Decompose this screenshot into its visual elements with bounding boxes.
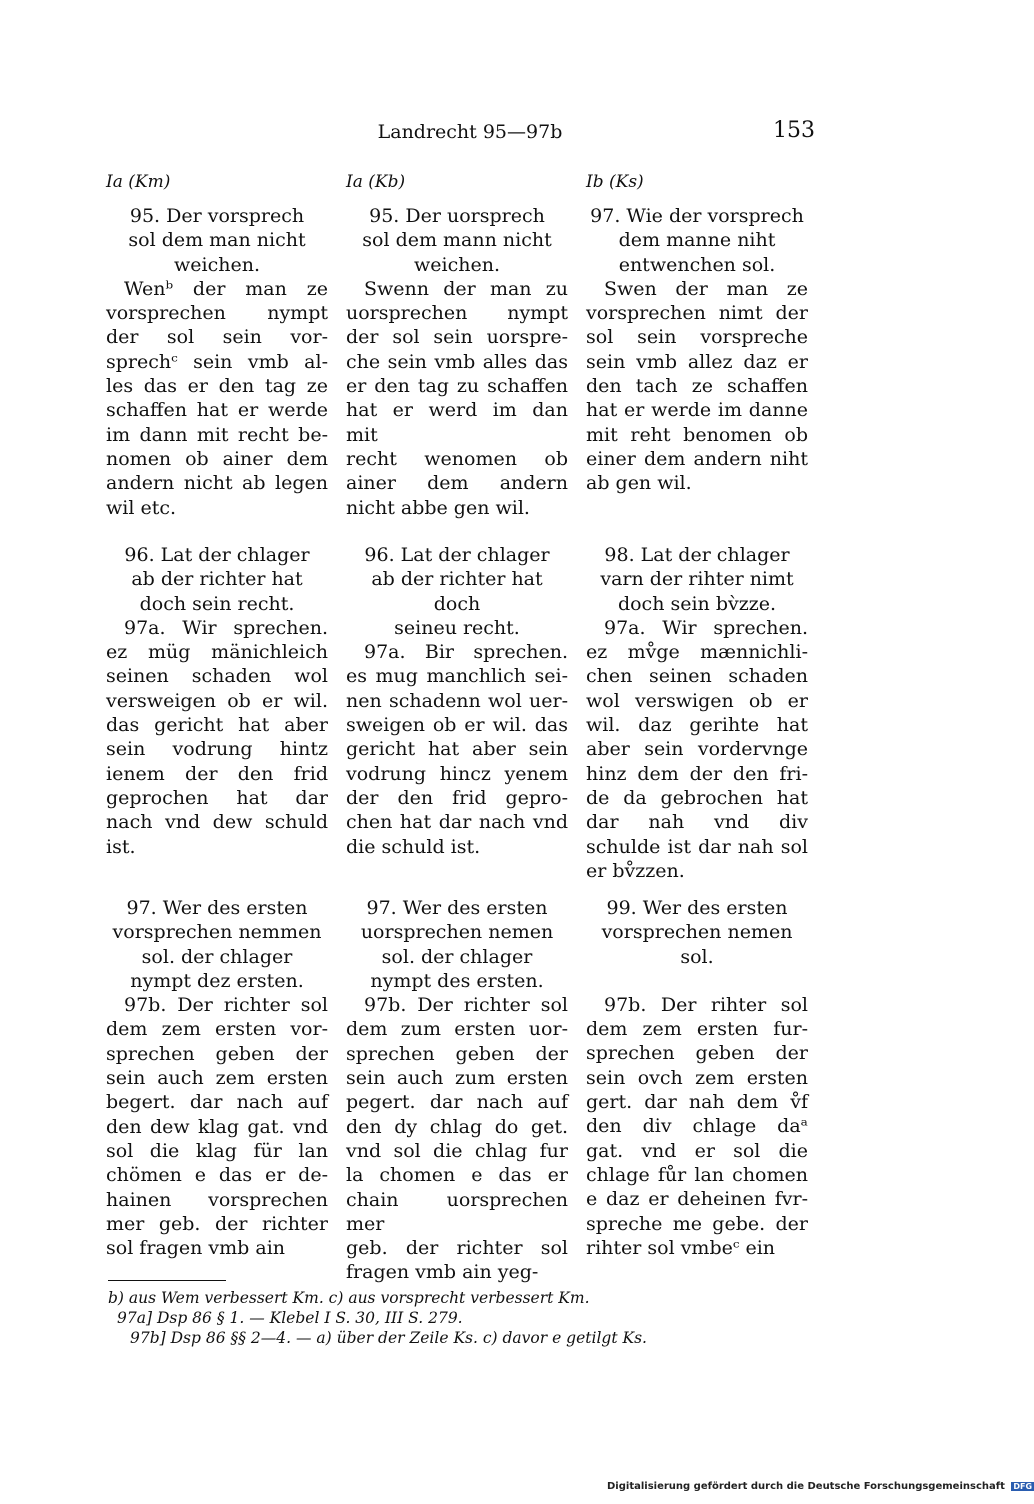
heading-line: sol dem mann nicht [362, 229, 552, 252]
body-line: 97b. Der richter sol [364, 994, 568, 1017]
footnote-line: 97a] Dsp 86 § 1. — Klebel I S. 30, III S. 279. [117, 1309, 463, 1327]
body-line: den tach ze schaffen [586, 375, 808, 398]
body-line: nomen ob ainer dem [106, 447, 328, 470]
body-line: nen schadenn wol uer- [346, 689, 568, 712]
body-line: rihter sol vmbeᶜ ein [586, 1236, 776, 1259]
body-line: hainen vorsprechen [106, 1188, 328, 1211]
article-block [106, 204, 328, 520]
article-body [346, 640, 568, 859]
body-line: seinen schaden wol [106, 665, 328, 688]
body-line: wil etc. [106, 496, 177, 519]
body-line: ab gen wil. [586, 472, 692, 495]
article-heading [106, 204, 328, 277]
body-line: recht wenomen ob [346, 447, 568, 470]
body-line: sprechen geben der [106, 1042, 328, 1065]
body-line: hat er werde im danne [586, 399, 808, 422]
body-line: Wenᵇ der man ze [124, 277, 328, 300]
heading-line: weichen. [414, 253, 500, 276]
heading-line: sol. [680, 945, 714, 968]
heading-line: sol dem man nicht [128, 229, 306, 252]
body-line: sol sein vorspreche [586, 326, 808, 349]
article-heading [346, 204, 568, 277]
body-line: vorsprechen nympt [106, 302, 328, 325]
body-line: les das er den tag ze [106, 375, 328, 398]
article-block [346, 204, 568, 520]
heading-line: sol. der chlager [381, 945, 533, 968]
body-line: chain uorsprechen mer [346, 1188, 568, 1235]
body-line: hat er werd im dan mit [346, 399, 568, 446]
body-line: er bv̊zzen. [586, 859, 685, 882]
article-heading [106, 896, 328, 993]
body-line: sein auch zem ersten [106, 1067, 328, 1090]
body-line: chömen e das er de- [106, 1164, 328, 1187]
article-heading [586, 896, 808, 969]
body-line: che sein vmb alles das [346, 350, 568, 373]
body-line: sein vmb allez daz er [586, 350, 808, 373]
body-line: das gericht hat aber [106, 714, 328, 737]
body-line: Swenn der man zu [364, 277, 568, 300]
heading-line: doch sein recht. [139, 592, 295, 615]
heading-line: weichen. [174, 253, 260, 276]
body-line: wol verswigen ob er [586, 689, 808, 712]
body-line: pegert. dar nach auf [346, 1091, 568, 1114]
article-heading [586, 543, 808, 616]
page-header-title: Landrecht 95—97b [377, 121, 563, 143]
body-line: geprochen hat dar [106, 786, 328, 809]
heading-line: sol. der chlager [141, 945, 293, 968]
body-line: den dy chlag do get. [346, 1115, 568, 1138]
article-block [586, 896, 808, 1260]
body-line: gericht hat aber sein [346, 738, 568, 761]
footnote-line: 97b] Dsp 86 §§ 2—4. — a) über der Zeile Ks. c) davor e getilgt Ks. [130, 1329, 647, 1347]
heading-line: entwenchen sol. [618, 253, 776, 276]
body-line: 97a. Bir sprechen. [364, 641, 568, 664]
manuscript-siglum: Ia (Kb) [346, 172, 406, 192]
heading-line: 96. Lat der chlager [364, 544, 550, 566]
article-block [586, 204, 808, 496]
body-line: la chomen e das er [346, 1164, 568, 1187]
article-body [586, 277, 808, 496]
footnote-rule [108, 1280, 226, 1281]
credit-text: Digitalisierung gefördert durch die Deutsche Forschungsgemeinschaft [607, 1481, 1005, 1492]
article-body [346, 993, 568, 1285]
body-line: den div chlage daᵃ [586, 1115, 808, 1138]
heading-line: nympt des ersten. [370, 969, 544, 992]
heading-line: 97. Wie der vorsprech [590, 205, 804, 227]
body-line: dem zem ersten fur- [586, 1018, 808, 1041]
body-line: sol die klag für lan [106, 1139, 328, 1162]
body-line: schulde ist dar nah sol [586, 835, 808, 858]
body-line: begert. dar nach auf [106, 1091, 328, 1114]
heading-line: ab der richter hat [131, 568, 303, 591]
heading-line: 99. Wer des ersten [606, 897, 788, 919]
body-line: nach vnd dew schuld [106, 811, 328, 834]
article-body [106, 616, 328, 859]
body-line: gat. vnd er sol die [586, 1139, 808, 1162]
body-line: ez müg mänichleich [106, 641, 328, 664]
heading-line: 96. Lat der chlager [124, 544, 310, 566]
body-line: sein auch zum ersten [346, 1067, 568, 1090]
article-block [346, 896, 568, 1285]
body-line: vodrung hincz yenem [346, 762, 568, 785]
body-line: gert. dar nah dem v̊f [586, 1091, 808, 1114]
body-line: 97a. Wir sprechen. [124, 616, 328, 639]
manuscript-siglum: Ib (Ks) [586, 172, 644, 192]
manuscript-siglum: Ia (Km) [106, 172, 171, 192]
body-line: einer dem andern niht [586, 447, 808, 470]
heading-line: 97. Wer des ersten [126, 897, 308, 919]
article-block [106, 896, 328, 1260]
heading-line: 95. Der vorsprech [129, 205, 305, 227]
body-line: er den tag zu schaffen [346, 375, 568, 398]
body-line: schaffen hat er werde [106, 399, 328, 422]
article-body [586, 616, 808, 883]
heading-line: 97. Wer des ersten [366, 897, 548, 919]
body-line: de da gebrochen hat [586, 786, 808, 809]
body-line: chen hat dar nach vnd [346, 811, 568, 834]
body-line: ienem der den frid [106, 762, 328, 785]
heading-line: seineu recht. [394, 616, 520, 639]
heading-line: doch sein bv̀zze. [617, 592, 777, 615]
body-line: sprechᶜ sein vmb al- [106, 350, 328, 373]
body-line: ist. [106, 835, 136, 858]
article-heading [346, 896, 568, 993]
body-line: sweigen ob er wil. das [346, 714, 568, 737]
body-line: 97b. Der rihter sol [604, 993, 808, 1016]
body-line: Swen der man ze [604, 277, 808, 300]
body-line: versweigen ob er wil. [106, 689, 328, 712]
body-line: mer geb. der richter [106, 1212, 328, 1235]
article-heading [586, 204, 808, 277]
body-line: chlage fůr lan chomen [586, 1163, 808, 1186]
heading-line: uorsprechen nemen [360, 921, 554, 944]
article-heading [106, 543, 328, 616]
heading-line: varn der rihter nimt [600, 568, 794, 591]
body-line: der sol sein uorspre- [346, 326, 568, 349]
heading-line: vorsprechen nemmen [112, 921, 322, 944]
article-block [586, 543, 808, 883]
body-line: nicht abbe gen wil. [346, 496, 530, 519]
body-line: fragen vmb ain yeg- [346, 1261, 539, 1284]
digitization-credit [607, 1481, 1034, 1492]
body-line: sein ovch zem ersten [586, 1066, 808, 1089]
article-body [586, 993, 808, 1260]
body-line: sprechen geben der [346, 1042, 568, 1065]
body-line: der den frid gepro- [346, 786, 568, 809]
body-line: dar nah vnd div [586, 811, 808, 834]
body-line: chen seinen schaden [586, 665, 808, 688]
article-body [106, 277, 328, 520]
body-line: 97a. Wir sprechen. [604, 616, 808, 639]
dfg-logo: DFG [1013, 1481, 1033, 1491]
body-line: e daz er deheinen fvr- [586, 1188, 808, 1211]
body-line: die schuld ist. [346, 835, 481, 858]
body-line: der sol sein vor- [106, 326, 328, 349]
heading-line: dem manne niht [618, 229, 776, 252]
body-line: aber sein vordervnge [586, 738, 808, 761]
body-line: spreche me gebe. der [586, 1212, 808, 1235]
article-body [106, 993, 328, 1260]
heading-line: 95. Der uorsprech [369, 205, 545, 227]
heading-line: ab der richter hat doch [371, 568, 543, 615]
article-block [346, 543, 568, 859]
body-line: wil. daz gerihte hat [586, 714, 808, 737]
body-line: ainer dem andern [346, 472, 568, 495]
body-line: hinz dem der den fri- [586, 762, 808, 785]
heading-line: nympt dez ersten. [130, 969, 304, 992]
body-line: vnd sol die chlag fur [346, 1139, 568, 1162]
heading-line: 98. Lat der chlager [604, 544, 790, 566]
body-line: geb. der richter sol [346, 1237, 568, 1260]
body-line: sein vodrung hintz [106, 738, 328, 761]
body-line: sol fragen vmb ain [106, 1237, 286, 1260]
page-number: 153 [773, 118, 815, 143]
body-line: es mug manchlich sei- [346, 665, 568, 688]
body-line: ez mv̊ge mænnichli- [586, 641, 808, 664]
article-body [346, 277, 568, 520]
body-line: dem zem ersten vor- [106, 1018, 328, 1041]
body-line: im dann mit recht be- [106, 423, 328, 446]
body-line: 97b. Der richter sol [124, 994, 328, 1017]
body-line: sprechen geben der [586, 1042, 808, 1065]
footnote-line: b) aus Wem verbessert Km. c) aus vorsprecht verbessert Km. [108, 1289, 590, 1307]
body-line: den dew klag gat. vnd [106, 1115, 328, 1138]
article-block [106, 543, 328, 859]
body-line: vorsprechen nimt der [586, 302, 808, 325]
body-line: uorsprechen nympt [346, 302, 568, 325]
body-line: mit reht benomen ob [586, 423, 808, 446]
body-line: dem zum ersten uor- [346, 1018, 568, 1041]
article-heading [346, 543, 568, 640]
heading-line: vorsprechen nemen [601, 921, 793, 944]
body-line: andern nicht ab legen [106, 472, 328, 495]
